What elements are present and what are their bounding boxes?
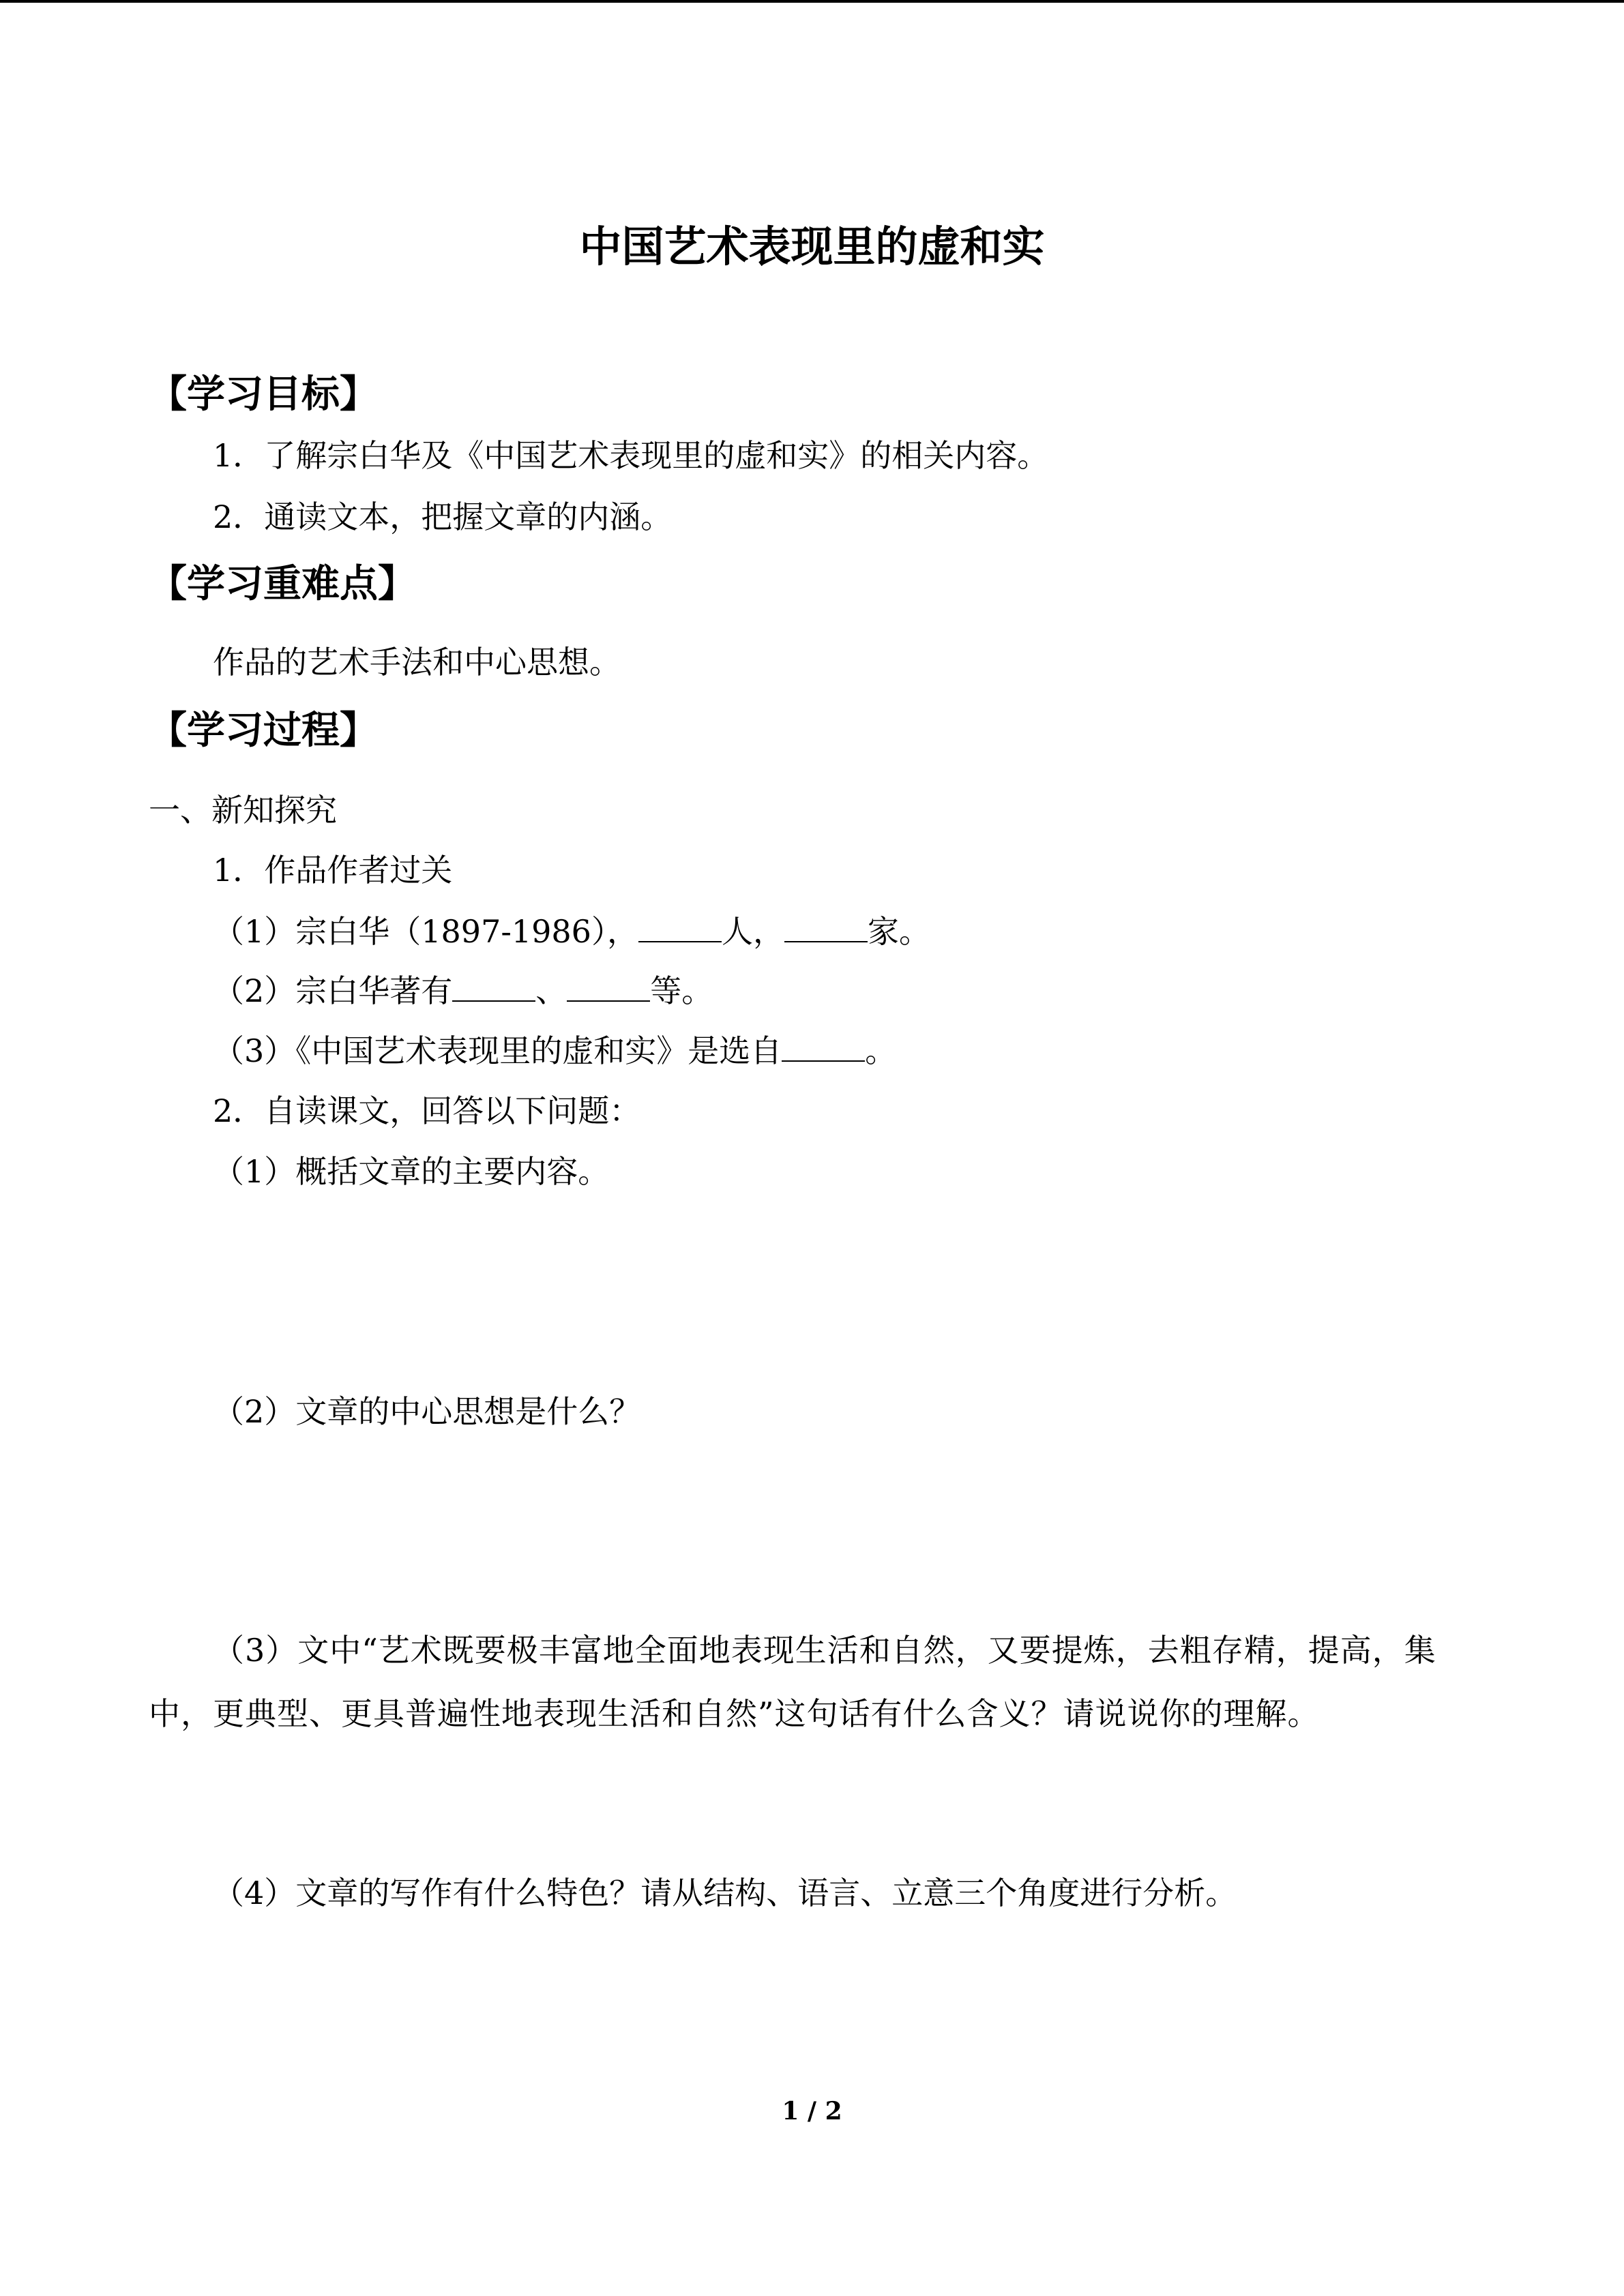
question-1-1-text-c: 家。: [867, 913, 930, 950]
fill-blank[interactable]: [782, 1030, 865, 1062]
page-number: 1 / 2: [782, 2097, 842, 2126]
objective-item-2: 2．通读文本，把握文章的内涵。: [213, 498, 673, 535]
fill-blank[interactable]: [638, 911, 722, 942]
question-2-2: （2）文章的中心思想是什么？: [213, 1393, 641, 1430]
question-1-2-text-b: 、: [535, 972, 567, 1009]
key-points-text: 作品的艺术手法和中心思想。: [213, 644, 621, 681]
question-2: 2．自读课文，回答以下问题：: [213, 1092, 641, 1129]
process-heading: 【学习过程】: [149, 709, 378, 753]
question-1-2-text-c: 等。: [650, 972, 713, 1009]
fill-blank[interactable]: [784, 911, 868, 942]
question-1-3-text-a: （3）《中国艺术表现里的虚和实》是选自: [213, 1032, 782, 1069]
key-points-heading: 【学习重难点】: [149, 562, 416, 606]
question-2-4: （4）文章的写作有什么特色？请从结构、语言、立意三个角度进行分析。: [213, 1875, 1237, 1911]
objectives-heading: 【学习目标】: [149, 372, 378, 417]
question-1: 1．作品作者过关: [213, 852, 453, 889]
section-new-knowledge: 一、新知探究: [149, 792, 337, 829]
question-1-2-text-a: （2）宗白华著有: [213, 972, 453, 1009]
question-1-1-text-a: （1）宗白华（1897-1986），: [213, 913, 638, 950]
top-border: [0, 0, 1624, 3]
page-title: 中国艺术表现里的虚和实: [579, 222, 1045, 271]
objective-item-1: 1．了解宗白华及《中国艺术表现里的虚和实》的相关内容。: [213, 437, 1049, 474]
question-1-3-text-b: 。: [865, 1032, 897, 1069]
question-1-1: [213, 907, 930, 952]
fill-blank[interactable]: [452, 970, 535, 1002]
question-1-1-text-b: 人，: [721, 913, 784, 950]
question-1-3: [213, 1026, 896, 1071]
question-2-3-line-2: 中，更典型、更具普遍性地表现生活和自然”这句话有什么含义？请说说你的理解。: [149, 1695, 1320, 1732]
question-2-1: （1）概括文章的主要内容。: [213, 1153, 610, 1190]
question-2-3-line-1: （3）文中“艺术既要极丰富地全面地表现生活和自然，又要提炼，去粗存精，提高，集: [213, 1632, 1436, 1669]
question-1-2: [213, 966, 713, 1011]
fill-blank[interactable]: [567, 970, 650, 1002]
